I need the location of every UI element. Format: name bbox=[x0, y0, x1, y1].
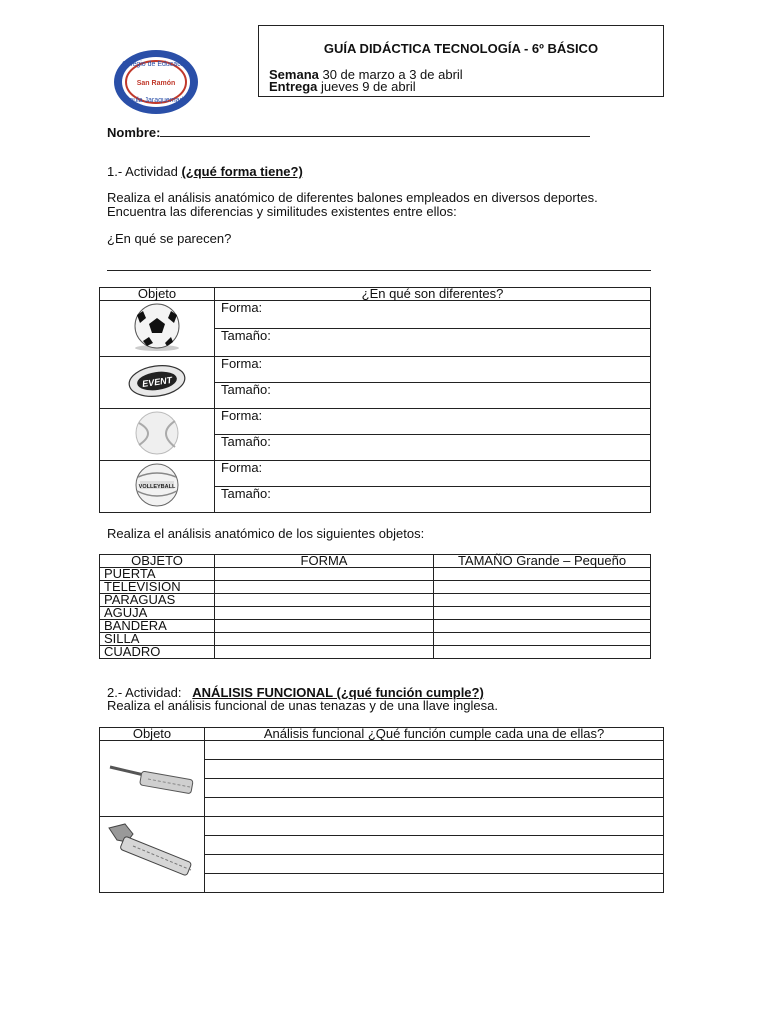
balls-table bbox=[99, 287, 651, 513]
col-header-object: Objeto bbox=[100, 288, 215, 301]
name-line bbox=[107, 126, 590, 140]
shape-answer[interactable] bbox=[215, 620, 434, 633]
name-blank[interactable] bbox=[160, 136, 590, 137]
volleyball-cell bbox=[100, 461, 215, 513]
col-header-function: Análisis funcional ¿Qué función cumple cada una de ellas? bbox=[205, 728, 664, 741]
shape-cell[interactable]: Forma: bbox=[215, 461, 651, 487]
rugby-ball-icon bbox=[126, 359, 188, 403]
answer-line[interactable] bbox=[205, 817, 664, 836]
object-name: CUADRO bbox=[100, 646, 215, 659]
due-label: Entrega bbox=[269, 79, 318, 94]
size-answer[interactable] bbox=[434, 646, 651, 659]
shape-answer[interactable] bbox=[215, 568, 434, 581]
logo-text-mid: San Ramón bbox=[136, 80, 176, 87]
answer-line[interactable] bbox=[205, 798, 664, 817]
size-cell[interactable]: Tamaño: bbox=[215, 487, 651, 513]
week-value: 30 de marzo a 3 de abril bbox=[318, 67, 463, 82]
due-line bbox=[269, 80, 416, 94]
size-answer[interactable] bbox=[434, 568, 651, 581]
logo-text-bottom: Paula Jaraquemada bbox=[124, 97, 188, 104]
shape-cell[interactable]: Forma: bbox=[215, 357, 651, 383]
size-answer[interactable] bbox=[434, 594, 651, 607]
wrench-icon bbox=[103, 820, 201, 886]
shape-answer[interactable] bbox=[215, 594, 434, 607]
guide-title: GUÍA DIDÁCTICA TECNOLOGÍA - 6º BÁSICO bbox=[323, 41, 599, 56]
col-header-differences: ¿En qué son diferentes? bbox=[215, 288, 651, 301]
shape-answer[interactable] bbox=[215, 633, 434, 646]
size-answer[interactable] bbox=[434, 607, 651, 620]
activity2-title: ANÁLISIS FUNCIONAL (¿qué función cumple?) bbox=[192, 685, 484, 700]
volleyball-icon bbox=[128, 461, 186, 509]
activity2-prefix: 2.- Actividad: bbox=[107, 685, 182, 700]
wrench-cell bbox=[100, 817, 205, 893]
col-header-shape: FORMA bbox=[215, 555, 434, 568]
shape-answer[interactable] bbox=[215, 581, 434, 594]
soccer-ball-icon bbox=[127, 301, 187, 353]
answer-line[interactable] bbox=[205, 741, 664, 760]
activity1-heading bbox=[107, 165, 303, 179]
activity1-instruction-2: Encuentra las diferencias y similitudes existentes entre ellos: bbox=[107, 204, 457, 219]
shape-answer[interactable] bbox=[215, 646, 434, 659]
size-answer[interactable] bbox=[434, 581, 651, 594]
col-header-object: OBJETO bbox=[100, 555, 215, 568]
object-name: AGUJA bbox=[100, 607, 215, 620]
similarity-question: ¿En qué se parecen? bbox=[107, 231, 232, 246]
shape-answer[interactable] bbox=[215, 607, 434, 620]
activity1-prefix: 1.- Actividad bbox=[107, 164, 178, 179]
school-logo bbox=[112, 48, 200, 116]
week-label: Semana bbox=[269, 67, 319, 82]
similarity-answer-line[interactable] bbox=[107, 270, 651, 271]
object-name: SILLA bbox=[100, 633, 215, 646]
answer-line[interactable] bbox=[205, 855, 664, 874]
activity1b-instruction: Realiza el análisis anatómico de los siguientes objetos: bbox=[107, 526, 425, 541]
object-name: TELEVISION bbox=[100, 581, 215, 594]
answer-line[interactable] bbox=[205, 760, 664, 779]
tennis-ball-icon bbox=[129, 409, 185, 457]
volleyball-brand-text: VOLLEYBALL bbox=[138, 484, 176, 490]
header-box bbox=[258, 25, 664, 97]
answer-line[interactable] bbox=[205, 874, 664, 893]
function-table bbox=[99, 727, 664, 893]
object-name: BANDERA bbox=[100, 620, 215, 633]
size-cell[interactable]: Tamaño: bbox=[215, 329, 651, 357]
objects-table bbox=[99, 554, 651, 659]
pliers-icon bbox=[104, 749, 200, 805]
rugby-brand-text: EVENT bbox=[141, 374, 173, 390]
object-name: PUERTA bbox=[100, 568, 215, 581]
pliers-cell bbox=[100, 741, 205, 817]
name-label: Nombre: bbox=[107, 125, 161, 140]
logo-text-top: Colegio de Educación bbox=[121, 61, 191, 68]
col-header-size: TAMAÑO Grande – Pequeño bbox=[434, 555, 651, 568]
soccer-ball-cell bbox=[100, 301, 215, 357]
activity1-title: (¿qué forma tiene?) bbox=[181, 164, 303, 179]
due-value: jueves 9 de abril bbox=[317, 79, 416, 94]
shape-cell[interactable]: Forma: bbox=[215, 409, 651, 435]
object-name: PARAGUAS bbox=[100, 594, 215, 607]
activity2-instruction: Realiza el análisis funcional de unas tenazas y de una llave inglesa. bbox=[107, 698, 498, 713]
answer-line[interactable] bbox=[205, 836, 664, 855]
tennis-ball-cell bbox=[100, 409, 215, 461]
size-cell[interactable]: Tamaño: bbox=[215, 383, 651, 409]
rugby-ball-cell bbox=[100, 357, 215, 409]
size-cell[interactable]: Tamaño: bbox=[215, 435, 651, 461]
size-answer[interactable] bbox=[434, 633, 651, 646]
size-answer[interactable] bbox=[434, 620, 651, 633]
shape-cell[interactable]: Forma: bbox=[215, 301, 651, 329]
col-header-object: Objeto bbox=[100, 728, 205, 741]
activity1-instruction-1: Realiza el análisis anatómico de diferentes balones empleados en diversos deportes. bbox=[107, 190, 598, 205]
answer-line[interactable] bbox=[205, 779, 664, 798]
